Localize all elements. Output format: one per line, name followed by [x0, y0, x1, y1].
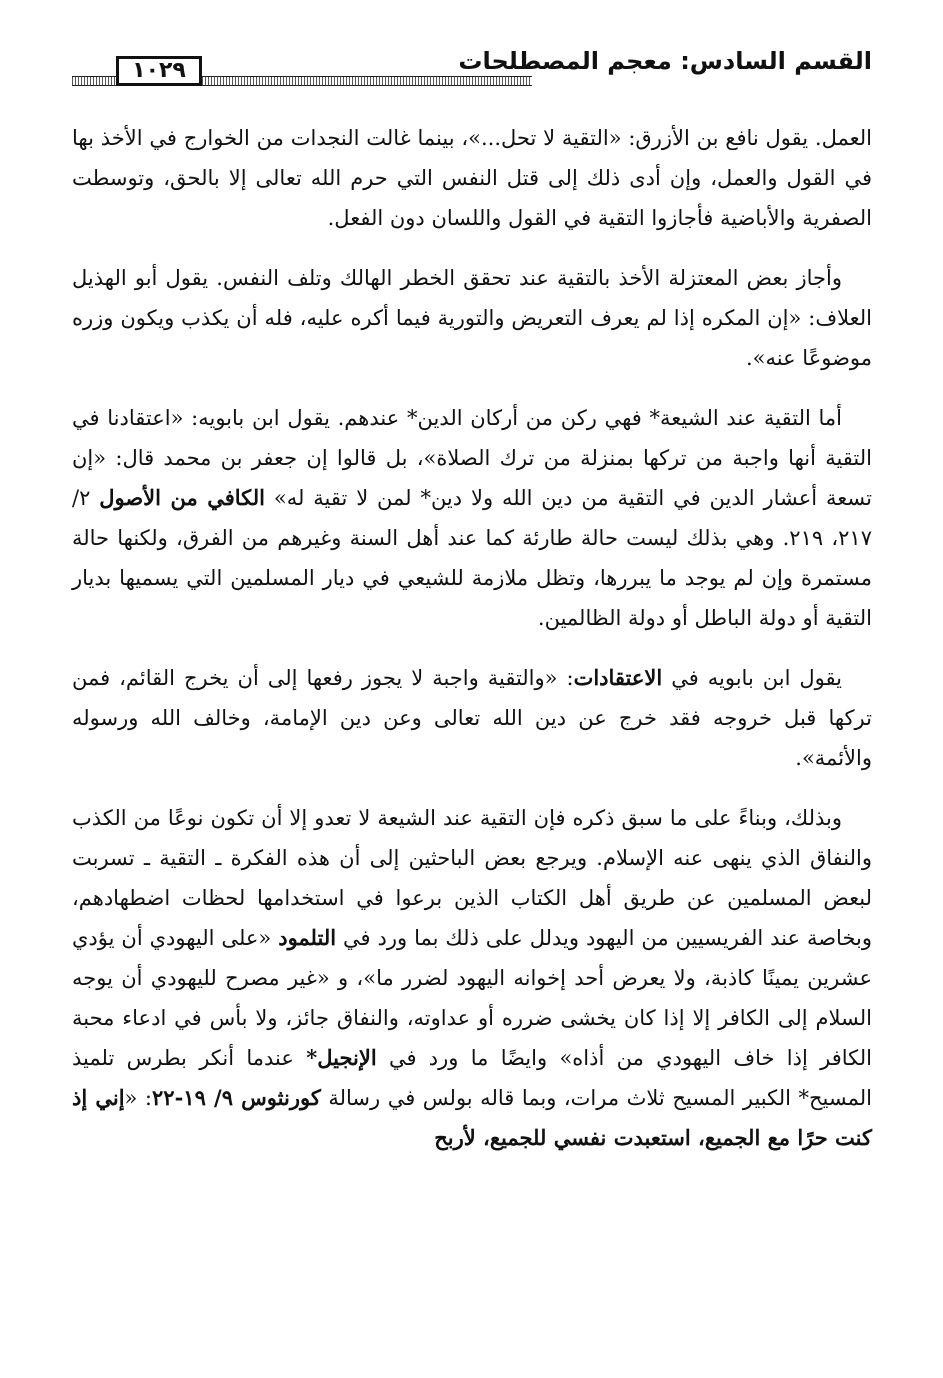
paragraph — [72, 398, 872, 638]
page-number: ١٠٢٩ — [116, 56, 202, 86]
page-header — [72, 44, 872, 94]
paragraph — [72, 258, 872, 378]
bold-term: الاعتقادات — [573, 665, 663, 690]
text-run: عندما أنكر بطرس تلميذ المسيح* الكبير المسيح ثلاث مرات، وبما قاله بولس في رسالة — [72, 1046, 872, 1110]
text-run: أما التقية عند الشيعة* فهي ركن من أركان الدين* عندهم. يقول ابن بابويه: «اعتقادنا في التقية أنها واجبة من تركها بمنزلة من ترك الصلاة»، بل قالوا إن جعفر بن محمد قال: «إن تسعة أعشار الدين في التقية من دين الله ولا دين* لمن لا تقية له» — [72, 406, 872, 510]
paragraph — [72, 658, 872, 778]
text-run: وأجاز بعض المعتزلة الأخذ بالتقية عند تحقق الخطر الهالك وتلف النفس. يقول أبو الهذيل العلاف: «إن المكره إذا لم يعرف التعريض والتورية فيما أكره عليه، فله أن يكذب ويكون وزره موضوعًا عنه». — [72, 266, 872, 370]
text-run: العمل. يقول نافع بن الأزرق: «التقية لا تحل...»، بينما غالت النجدات من الخوارج في الأخذ بها في القول والعمل، وإن أدى ذلك إلى قتل النفس التي حرم الله تعالى إلا بالحق، وتوسطت الصفرية والأباضية فأجازوا التقية في القول واللسان دون الفعل. — [72, 126, 872, 230]
text-run: «على اليهودي أن يؤدي عشرين يمينًا كاذبة، ولا يعرض أحد إخوانه اليهود لضرر ما»، و «غير مصرح لليهودي أن يوجه السلام إلى الكافر إلا إذا كان يخشى ضرره أو عداوته، والنفاق جائز، ولا بأس في ادعاء محبة الكافر إذا خاف اليهودي من أذاه» وايضًا ما ورد في — [72, 926, 872, 1070]
text-run: : «والتقية واجبة لا يجوز رفعها إلى أن يخرج القائم، فمن تركها قبل خروجه فقد خرج عن دين الله تعالى وعن دين الإمامة، وخالف الله ورسوله والأئمة». — [72, 666, 872, 770]
bold-term: التلمود — [278, 925, 337, 950]
bold-term: الإنجيل* — [306, 1045, 377, 1070]
section-title: القسم السادس: معجم المصطلحات — [458, 47, 872, 75]
text-run: وبذلك، وبناءً على ما سبق ذكره فإن التقية عند الشيعة لا تعدو إلا أن تكون نوعًا من الكذب والنفاق الذي ينهى عنه الإسلام. ويرجع بعض الباحثين إلى أن هذه الفكرة ـ التقية ـ تسربت لبعض المسلمين عن طريق أهل الكتاب الذين برعوا في استخدامها لحظات اضطهادهم، وبخاصة عند الفريسيين من اليهود ويدلل على ذلك بما ورد في — [72, 806, 872, 950]
header-rule-left — [72, 76, 116, 86]
text-run: : « — [124, 1086, 153, 1110]
text-run: يقول ابن بابويه في — [662, 666, 842, 690]
bold-term: إني إذ كنت حرًا مع الجميع، استعبدت نفسي للجميع، لأربح — [72, 1085, 872, 1150]
bold-term: كورنثوس ٩/ ١٩-٢٢ — [152, 1085, 321, 1110]
header-rule — [202, 76, 532, 86]
paragraph — [72, 118, 872, 238]
paragraph — [72, 798, 872, 1158]
text-run: ٢/ ٢١٧، ٢١٩. وهي بذلك ليست حالة طارئة كما عند أهل السنة وغيرهم من الفرق، ولكنها حالة مستمرة وإن لم يوجد ما يبررها، وتظل ملازمة للشيعي في ديار المسلمين التي يسميها بديار التقية أو دولة الباطل أو دولة الظالمين. — [72, 486, 872, 630]
body-text — [72, 118, 872, 1178]
bold-term: الكافي من الأصول — [99, 485, 266, 510]
